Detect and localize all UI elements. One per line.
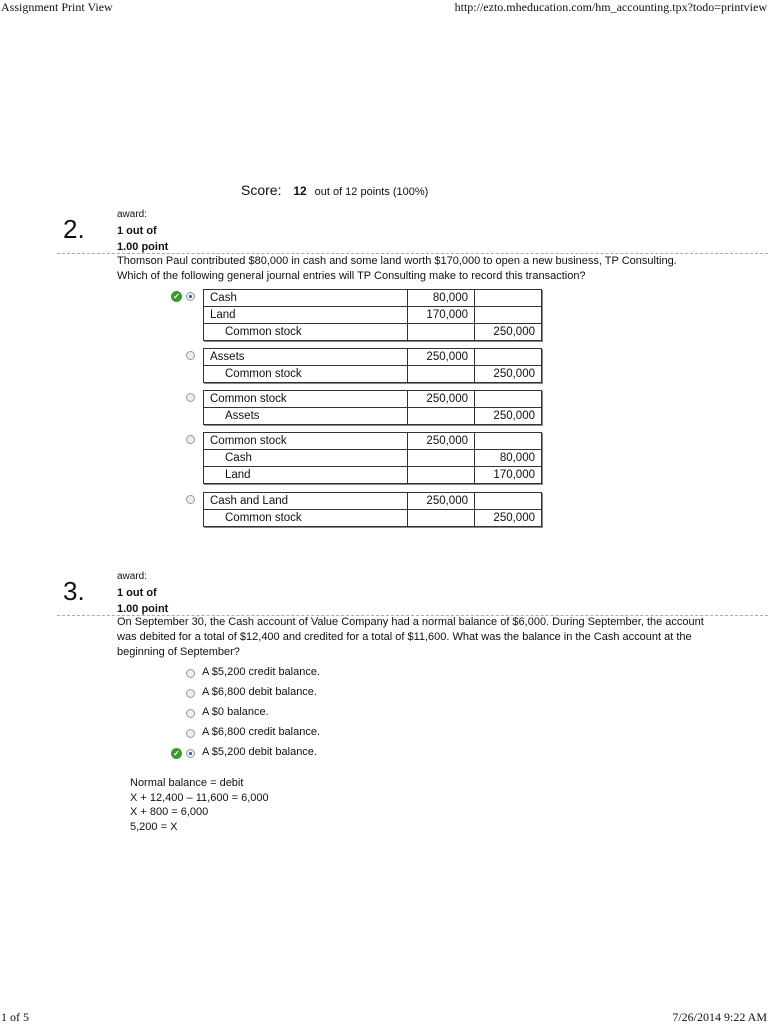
debit-cell (408, 324, 475, 341)
credit-cell: 250,000 (475, 366, 542, 383)
account-cell: Land (204, 307, 408, 324)
debit-cell (408, 467, 475, 484)
account-cell: Cash (204, 290, 408, 307)
option-label: A $5,200 credit balance. (202, 666, 321, 678)
debit-cell (408, 450, 475, 467)
option-label: A $6,800 debit balance. (202, 686, 317, 698)
option-label: A $6,800 credit balance. (202, 726, 321, 738)
table-row (204, 493, 542, 510)
journal-entry-table (203, 348, 542, 383)
award-points-line1: 1 out of (117, 587, 157, 599)
choice-radio[interactable] (186, 435, 195, 444)
award-block (117, 207, 168, 255)
credit-cell (475, 349, 542, 366)
explanation-line: 5,200 = X (130, 820, 178, 833)
debit-cell: 250,000 (408, 349, 475, 366)
explanation-line: X + 12,400 – 11,600 = 6,000 (130, 791, 269, 804)
debit-cell: 80,000 (408, 290, 475, 307)
credit-cell (475, 290, 542, 307)
table-row (204, 307, 542, 324)
choice-radio[interactable] (186, 351, 195, 360)
choice-radio[interactable] (186, 292, 195, 301)
option-radio[interactable] (186, 669, 195, 678)
table-row (204, 467, 542, 484)
debit-cell (408, 408, 475, 425)
page-count: 1 of 5 (1, 1010, 29, 1024)
debit-cell: 170,000 (408, 307, 475, 324)
score-value: 12 (293, 184, 307, 198)
table-row (204, 324, 542, 341)
credit-cell (475, 391, 542, 408)
credit-cell: 250,000 (475, 510, 542, 527)
option-radio[interactable] (186, 729, 195, 738)
explanation-line: X + 800 = 6,000 (130, 806, 209, 818)
award-points-line2: 1.00 point (117, 241, 169, 253)
explanation-line: Normal balance = debit (130, 777, 244, 789)
score-summary (241, 182, 428, 198)
page-url: http://ezto.mheducation.com/hm_accounting.tpx?todo=printview (454, 0, 767, 14)
account-cell: Cash and Land (204, 493, 408, 510)
debit-cell: 250,000 (408, 493, 475, 510)
print-timestamp: 7/26/2014 9:22 AM (672, 1010, 767, 1024)
debit-cell (408, 510, 475, 527)
credit-cell: 250,000 (475, 408, 542, 425)
question-number: 2. (63, 214, 85, 244)
question-text: Thomson Paul contributed $80,000 in cash and some land worth $170,000 to open a new business, TP Consulting. Which of the following general journal entries will TP Consulting make to record this transaction? (117, 255, 677, 282)
explanation (130, 776, 269, 834)
print-view-title: Assignment Print View (1, 0, 113, 14)
debit-cell: 250,000 (408, 391, 475, 408)
question-number: 3. (63, 576, 85, 606)
account-cell: Assets (204, 349, 408, 366)
credit-cell: 170,000 (475, 467, 542, 484)
account-cell: Common stock (204, 510, 408, 527)
option-label: A $0 balance. (202, 706, 269, 718)
option-radio[interactable] (186, 749, 195, 758)
correct-check-icon: ✓ (171, 748, 182, 759)
award-points-line2: 1.00 point (117, 603, 169, 615)
credit-cell: 250,000 (475, 324, 542, 341)
option-label: A $5,200 debit balance. (202, 746, 317, 758)
option-radio[interactable] (186, 689, 195, 698)
debit-cell (408, 366, 475, 383)
journal-entry-table (203, 492, 542, 527)
table-row (204, 408, 542, 425)
table-row (204, 366, 542, 383)
credit-cell (475, 493, 542, 510)
question-text: On September 30, the Cash account of Value Company had a normal balance of $6,000. During September, the account was debited for a total of $12,400 and credited for a total of $11,600. What was the balance in the Cash account at the beginning of September? (117, 616, 704, 658)
account-cell: Land (204, 467, 408, 484)
journal-entry-table (203, 289, 542, 341)
choice-radio[interactable] (186, 495, 195, 504)
table-row (204, 349, 542, 366)
table-row (204, 450, 542, 467)
credit-cell (475, 433, 542, 450)
option-radio[interactable] (186, 709, 195, 718)
table-row (204, 433, 542, 450)
table-row (204, 510, 542, 527)
award-label: award: (117, 571, 148, 582)
credit-cell (475, 307, 542, 324)
correct-check-icon: ✓ (171, 291, 182, 302)
award-block (117, 569, 168, 617)
award-label: award: (117, 209, 148, 220)
account-cell: Assets (204, 408, 408, 425)
table-row (204, 391, 542, 408)
score-label: Score: (241, 182, 282, 198)
choice-radio[interactable] (186, 393, 195, 402)
award-points-line1: 1 out of (117, 225, 157, 237)
debit-cell: 250,000 (408, 433, 475, 450)
account-cell: Common stock (204, 433, 408, 450)
table-row (204, 290, 542, 307)
journal-entry-table (203, 432, 542, 484)
account-cell: Common stock (204, 366, 408, 383)
account-cell: Common stock (204, 391, 408, 408)
journal-entry-table (203, 390, 542, 425)
account-cell: Common stock (204, 324, 408, 341)
score-total: out of 12 points (100%) (314, 186, 429, 198)
account-cell: Cash (204, 450, 408, 467)
credit-cell: 80,000 (475, 450, 542, 467)
